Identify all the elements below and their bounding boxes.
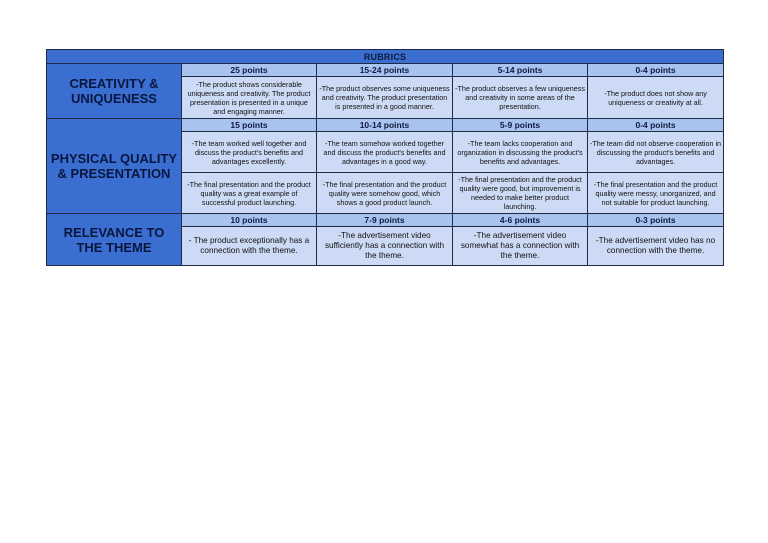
criterion-name: PHYSICAL QUALITY & PRESENTATION	[47, 119, 182, 214]
description-cell: -The team did not observe cooperation in discussing the product's benefits and advantages.	[588, 132, 724, 173]
description-cell: -The team lacks cooperation and organization in discussing the product's benefits and advantages.	[453, 132, 588, 173]
points-header: 5-14 points	[453, 64, 588, 77]
description-cell: -The product does not show any uniqueness or creativity at all.	[588, 77, 724, 119]
points-header: 5-9 points	[453, 119, 588, 132]
description-cell: -The product observes some uniqueness and creativity. The product presentation is presented in a good manner.	[317, 77, 453, 119]
points-header: 15 points	[182, 119, 317, 132]
description-cell: - The product exceptionally has a connection with the theme.	[182, 227, 317, 266]
points-header: 0-4 points	[588, 64, 724, 77]
description-cell: -The product observes a few uniqueness and creativity in some areas of the presentation.	[453, 77, 588, 119]
points-row	[47, 119, 724, 132]
points-header: 4-6 points	[453, 214, 588, 227]
rubric-title: RUBRICS	[47, 50, 724, 64]
points-header: 0-3 points	[588, 214, 724, 227]
description-cell: -The product shows considerable uniqueness and creativity. The product presentation is presented in a unique and engaging manner.	[182, 77, 317, 119]
points-header: 10-14 points	[317, 119, 453, 132]
rubric-table	[46, 49, 724, 266]
points-header: 0-4 points	[588, 119, 724, 132]
description-cell: -The final presentation and the product quality were messy, unorganized, and not suitable for product launching.	[588, 173, 724, 214]
description-cell: -The advertisement video sufficiently has a connection with the theme.	[317, 227, 453, 266]
description-cell: -The team worked well together and discuss the product's benefits and advantages excellently.	[182, 132, 317, 173]
description-cell: -The final presentation and the product quality were somehow good, which shows a good product launch.	[317, 173, 453, 214]
points-row	[47, 64, 724, 77]
points-row	[47, 214, 724, 227]
points-header: 10 points	[182, 214, 317, 227]
description-cell: -The team somehow worked together and discuss the product's benefits and advantages in a good way.	[317, 132, 453, 173]
criterion-name: RELEVANCE TO THE THEME	[47, 214, 182, 266]
description-cell: -The advertisement video somewhat has a connection with the theme.	[453, 227, 588, 266]
points-header: 25 points	[182, 64, 317, 77]
description-cell: -The final presentation and the product quality was a great example of successful product launching.	[182, 173, 317, 214]
criterion-name: CREATIVITY & UNIQUENESS	[47, 64, 182, 119]
description-cell: -The advertisement video has no connection with the theme.	[588, 227, 724, 266]
points-header: 15-24 points	[317, 64, 453, 77]
description-cell: -The final presentation and the product quality were good, but improvement is needed to make better product launching.	[453, 173, 588, 214]
points-header: 7-9 points	[317, 214, 453, 227]
title-row	[47, 50, 724, 64]
